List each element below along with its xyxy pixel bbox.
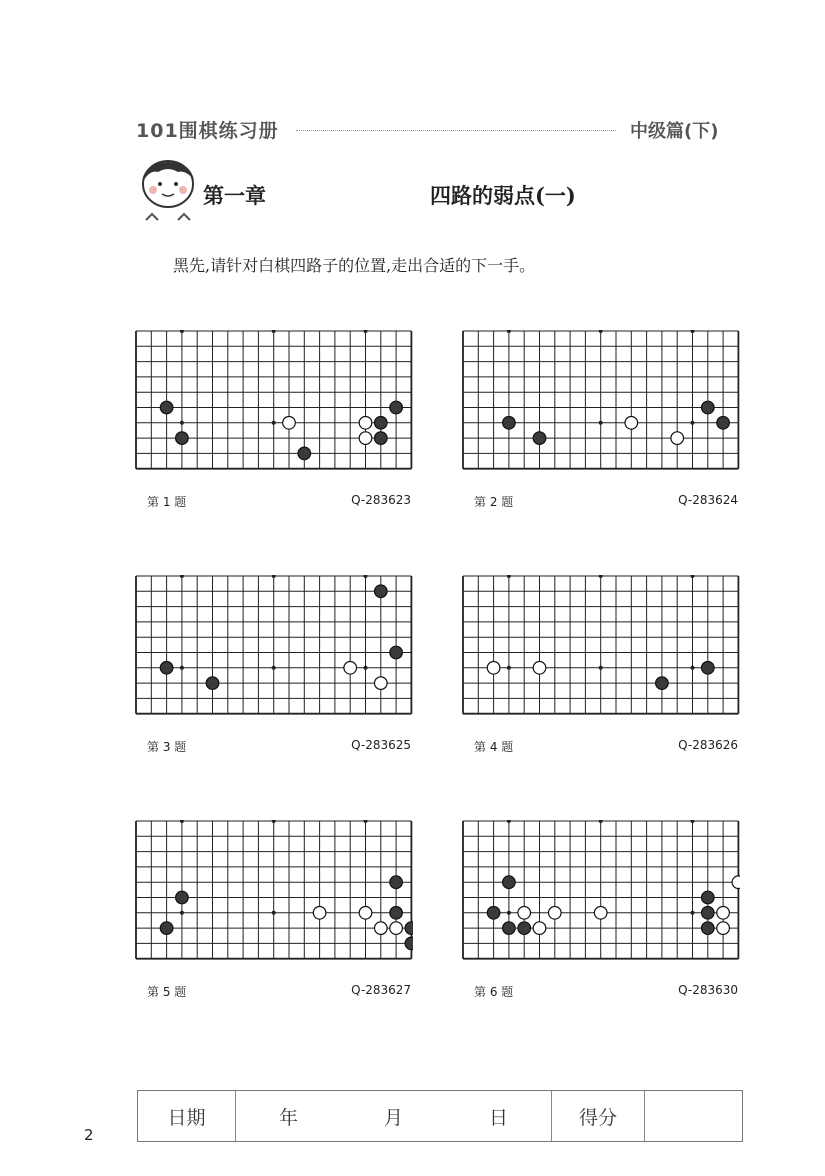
star-point [364,820,368,823]
problem-6 [462,820,740,1005]
white-stone [533,922,546,935]
star-point [691,911,695,915]
star-point [364,575,368,578]
star-point [507,820,511,823]
white-stone [717,907,730,920]
black-stone [702,401,715,414]
go-board[interactable] [135,575,413,730]
go-board[interactable] [462,575,740,730]
problem-id: Q-283623 [351,493,411,507]
black-stone [390,876,403,889]
problem-label: 第 5 题 [147,985,187,999]
white-stone [359,907,372,920]
white-stone [344,662,357,675]
problem-5 [135,820,413,1005]
white-stone [375,922,388,935]
year-label: 年 [278,1106,298,1129]
date-score-table [137,1090,743,1142]
problem-label: 第 1 题 [147,495,187,509]
black-stone [503,922,516,935]
go-board[interactable] [135,820,413,975]
white-stone [375,677,388,690]
book-title: 101围棋练习册 [136,120,279,142]
black-stone [390,646,403,659]
star-point [599,421,603,425]
white-stone [717,922,730,935]
black-stone [160,401,173,414]
white-stone [671,432,684,445]
white-stone [625,417,638,430]
black-stone [160,922,173,935]
white-stone [390,922,403,935]
black-stone [702,922,715,935]
black-stone [206,677,219,690]
star-point [507,911,511,915]
go-board[interactable] [135,330,413,485]
black-stone [405,937,413,950]
problem-id: Q-283625 [351,738,411,752]
white-stone [283,417,296,430]
problem-2 [462,330,740,515]
black-stone [375,432,388,445]
star-point [691,666,695,670]
star-point [364,330,368,333]
star-point [364,666,368,670]
black-stone [702,907,715,920]
problem-label: 第 6 题 [474,985,514,999]
black-stone [717,417,730,430]
star-point [272,666,276,670]
go-board[interactable] [462,820,740,975]
black-stone [702,891,715,904]
star-point [691,421,695,425]
star-point [180,330,184,333]
day-label: 日 [488,1106,508,1129]
star-point [507,330,511,333]
white-stone [359,432,372,445]
star-point [272,911,276,915]
problem-id: Q-283627 [351,983,411,997]
white-stone [518,907,531,920]
problem-label: 第 4 题 [474,740,514,754]
black-stone [487,907,500,920]
star-point [272,330,276,333]
problem-id: Q-283624 [678,493,738,507]
black-stone [298,447,311,460]
black-stone [518,922,531,935]
problem-3 [135,575,413,760]
white-stone [732,876,740,889]
black-stone [702,662,715,675]
go-board[interactable] [462,330,740,485]
problem-4 [462,575,740,760]
white-stone [359,417,372,430]
date-field[interactable] [236,1091,552,1141]
star-point [691,820,695,823]
star-point [691,330,695,333]
white-stone [533,662,546,675]
star-point [507,575,511,578]
white-stone [549,907,562,920]
problem-id: Q-283626 [678,738,738,752]
problem-label: 第 2 题 [474,495,514,509]
chapter-label: 第一章 [203,183,266,208]
black-stone [160,662,173,675]
star-point [272,575,276,578]
star-point [272,421,276,425]
black-stone [390,401,403,414]
black-stone [375,585,388,598]
volume-title: 中级篇(下) [630,121,719,142]
star-point [180,820,184,823]
child-mascot-illustration [138,158,200,224]
star-point [599,666,603,670]
black-stone [503,876,516,889]
black-stone [503,417,516,430]
black-stone [533,432,546,445]
star-point [180,911,184,915]
header-divider [296,130,616,131]
star-point [180,575,184,578]
star-point [691,575,695,578]
section-title: 四路的弱点(一) [430,183,576,208]
black-stone [405,922,413,935]
star-point [507,666,511,670]
problem-id: Q-283630 [678,983,738,997]
white-stone [313,907,326,920]
month-label: 月 [383,1106,403,1129]
instruction-text: 黑先,请针对白棋四路子的位置,走出合适的下一手。 [173,256,536,275]
white-stone [487,662,500,675]
star-point [180,421,184,425]
date-label: 日期 [138,1091,236,1141]
star-point [599,330,603,333]
problem-label: 第 3 题 [147,740,187,754]
star-point [599,820,603,823]
problem-1 [135,330,413,515]
score-field[interactable] [645,1091,742,1141]
white-stone [594,907,607,920]
star-point [599,575,603,578]
score-label: 得分 [552,1091,645,1141]
black-stone [390,907,403,920]
black-stone [656,677,669,690]
black-stone [375,417,388,430]
star-point [272,820,276,823]
star-point [180,666,184,670]
page-number: 2 [84,1126,94,1144]
black-stone [176,432,189,445]
black-stone [176,891,189,904]
